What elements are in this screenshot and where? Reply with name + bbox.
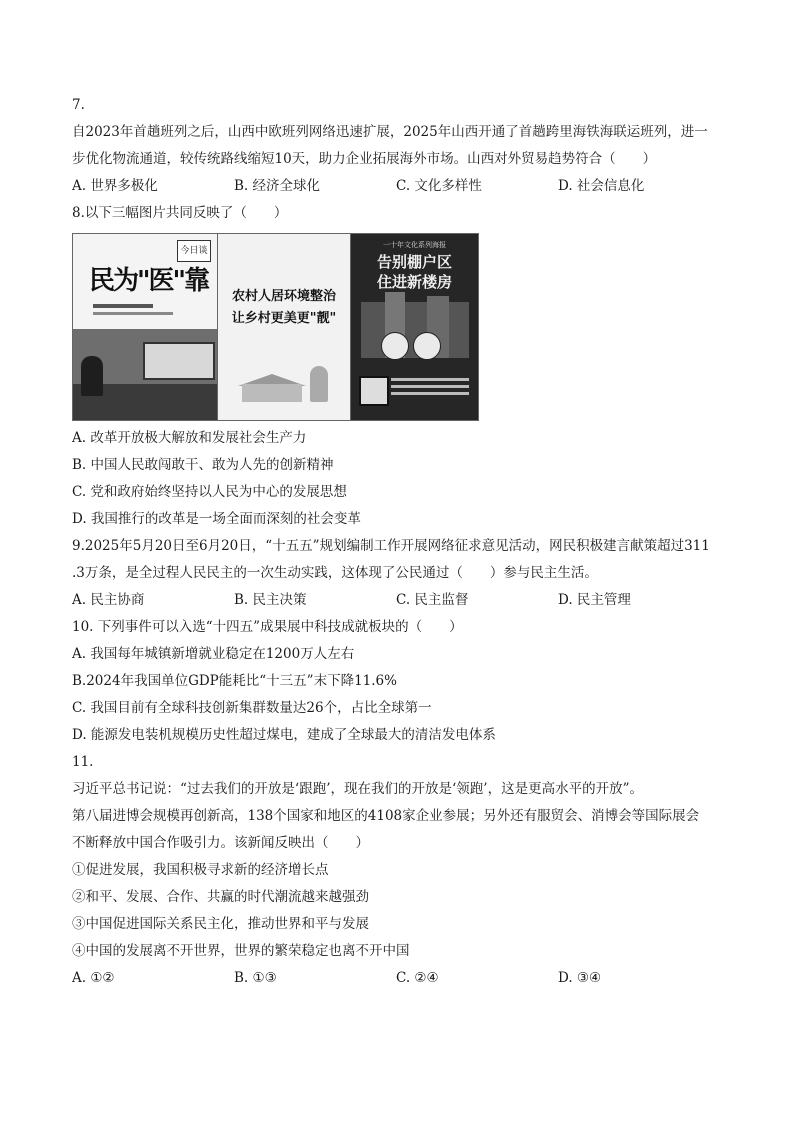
question-11-options <box>72 965 722 992</box>
question-11-stem-line-1: 习近平总书记说：“过去我们的开放是‘跟跑’，现在我们的开放是‘领跑’，这是更高水平的开放”。 <box>72 781 643 797</box>
question-9-option-b[interactable]: B. 民主决策 <box>234 592 307 608</box>
video-screen-icon <box>143 342 215 380</box>
figure-3-line-2: 住进新楼房 <box>376 273 452 291</box>
tree-icon <box>310 366 328 402</box>
exam-page <box>72 92 722 992</box>
figure-2-line-1: 农村人居环境整治 <box>231 289 336 304</box>
question-11-item-3: ③中国促进国际关系民主化，推动世界和平与发展 <box>72 916 369 932</box>
question-7-option-d[interactable]: D. 社会信息化 <box>558 178 645 194</box>
cartoon-person-icon <box>381 332 409 360</box>
question-11-option-a[interactable]: A. ①② <box>72 970 115 986</box>
cartoon-person-icon <box>413 332 441 360</box>
question-8-figures <box>72 233 722 421</box>
question-8-option-d[interactable]: D. 我国推行的改革是一场全面而深刻的社会变革 <box>72 511 361 527</box>
question-11-option-c[interactable]: C. ②④ <box>396 970 439 986</box>
question-9-option-c[interactable]: C. 民主监督 <box>396 592 469 608</box>
figure-1-badge: 今日谈 <box>177 240 211 262</box>
village-house-icon <box>242 384 302 402</box>
qr-code-icon <box>359 376 389 406</box>
question-10-option-a[interactable]: A. 我国每年城镇新增就业稳定在1200万人左右 <box>72 646 355 662</box>
question-9-stem-line-2: .3万条，是全过程人民民主的一次生动实践，这体现了公民通过（ ）参与民主生活。 <box>72 565 598 581</box>
question-7-option-a[interactable]: A. 世界多极化 <box>72 178 158 194</box>
figure-3-line-1: 告别棚户区 <box>376 253 452 271</box>
question-7-options <box>72 173 722 200</box>
figure-new-housing-poster <box>351 233 479 421</box>
question-10-stem: 10. 下列事件可以入选“十四五”成果展中科技成就板块的（ ） <box>72 619 463 635</box>
figure-rural-environment <box>218 233 351 421</box>
question-8-stem: 8.以下三幅图片共同反映了（ ） <box>72 205 288 221</box>
question-8-option-b[interactable]: B. 中国人民敢闯敢干、敢为人先的创新精神 <box>72 457 334 473</box>
figure-3-header: 一十年文化系列海报 <box>383 241 446 249</box>
question-8-option-c[interactable]: C. 党和政府始终坚持以人民为中心的发展思想 <box>72 484 347 500</box>
question-11-item-1: ①促进发展，我国积极寻求新的经济增长点 <box>72 862 329 878</box>
question-9-options <box>72 587 722 614</box>
question-11-option-b[interactable]: B. ①③ <box>234 970 277 986</box>
figure-1-title: 民为"医"靠 <box>89 266 209 296</box>
question-7-option-b[interactable]: B. 经济全球化 <box>234 178 321 194</box>
question-7-number: 7. <box>72 97 85 113</box>
question-7-option-c[interactable]: C. 文化多样性 <box>396 178 482 194</box>
question-11-stem-line-3: 不断释放中国合作吸引力。该新闻反映出（ ） <box>72 835 369 851</box>
figure-medical-newspaper <box>72 233 218 421</box>
question-11-option-d[interactable]: D. ③④ <box>558 970 602 986</box>
question-10-option-d[interactable]: D. 能源发电装机规模历史性超过煤电，建成了全球最大的清洁发电体系 <box>72 727 496 743</box>
question-8-option-a[interactable]: A. 改革开放极大解放和发展社会生产力 <box>72 430 307 446</box>
question-10-option-b[interactable]: B.2024年我国单位GDP能耗比“十三五”末下降11.6% <box>72 673 397 689</box>
question-9-stem-line-1: 9.2025年5月20日至6月20日，“十五五”规划编制工作开展网络征求意见活动，网民积极建言献策超过311 <box>72 538 710 554</box>
question-11-number: 11. <box>72 754 94 770</box>
question-10-option-c[interactable]: C. 我国目前有全球科技创新集群数量达26个，占比全球第一 <box>72 700 432 716</box>
question-11-item-4: ④中国的发展离不开世界，世界的繁荣稳定也离不开中国 <box>72 943 410 959</box>
question-11-stem-line-2: 第八届进博会规模再创新高，138个国家和地区的4108家企业参展；另外还有服贸会、消博会等国际展会 <box>72 808 700 824</box>
doctor-silhouette-icon <box>81 356 103 396</box>
figure-2-line-2: 让乡村更美更"靓" <box>231 311 337 326</box>
question-7-stem-line-2: 步优化物流通道，较传统路线缩短10天，助力企业拓展海外市场。山西对外贸易趋势符合（ ） <box>72 151 657 167</box>
question-9-option-a[interactable]: A. 民主协商 <box>72 592 145 608</box>
question-7-stem-line-1: 自2023年首趟班列之后，山西中欧班列网络迅速扩展，2025年山西开通了首趟跨里海铁海联运班列，进一 <box>72 124 708 140</box>
question-9-option-d[interactable]: D. 民主管理 <box>558 592 631 608</box>
question-11-item-2: ②和平、发展、合作、共赢的时代潮流越来越强劲 <box>72 889 369 905</box>
